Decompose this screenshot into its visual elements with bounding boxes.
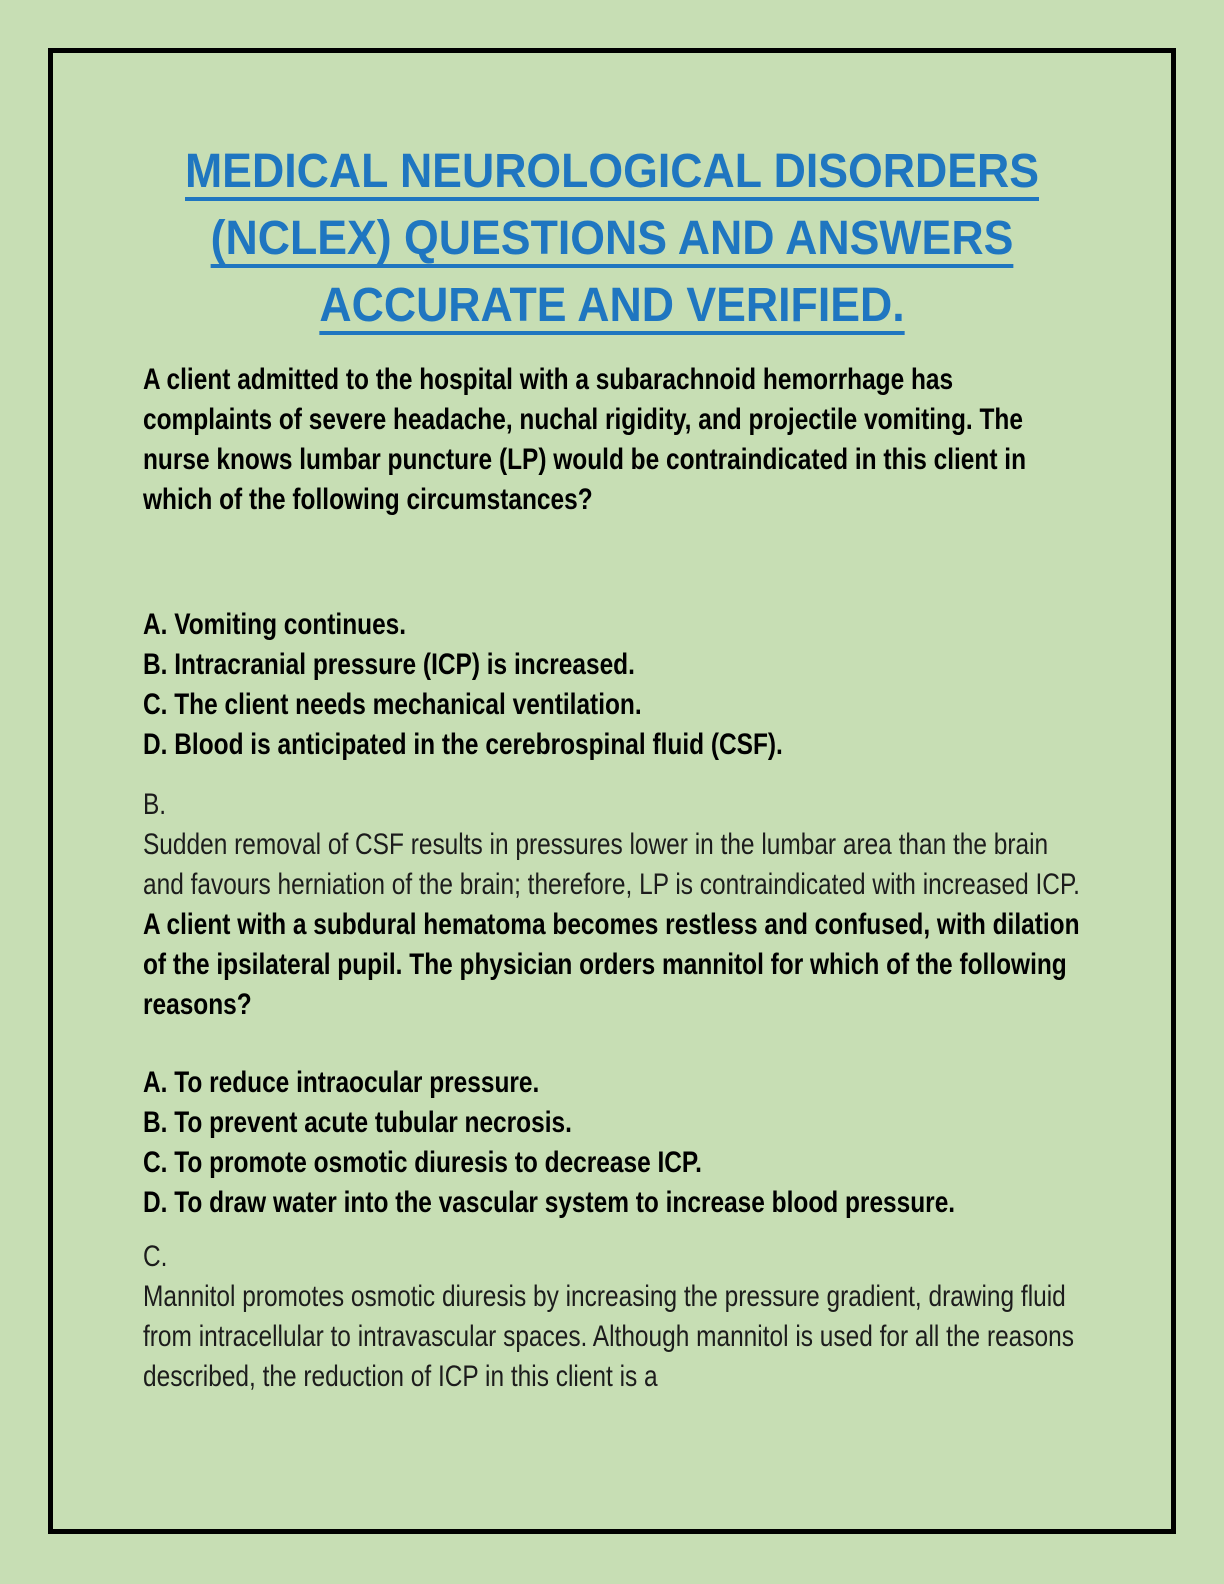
- question-1-answer-rationale: Sudden removal of CSF results in pressures lower in the lumbar area than the brain and favours herniation of the brain; therefore, LP is contraindicated with increased ICP.: [143, 828, 1080, 901]
- question-1-options: [143, 605, 1088, 765]
- title-line-1: MEDICAL NEUROLOGICAL DISORDERS: [184, 145, 1040, 198]
- question-2-option-d: D. To draw water into the vascular system to increase blood pressure.: [143, 1186, 956, 1219]
- question-1-option-b: B. Intracranial pressure (ICP) is increased.: [143, 648, 635, 681]
- question-2-option-b: B. To prevent acute tubular necrosis.: [143, 1106, 572, 1139]
- question-1-option-c: C. The client needs mechanical ventilation.: [143, 688, 642, 721]
- question-2-answer: [143, 1237, 1088, 1397]
- question-1-option-d: D. Blood is anticipated in the cerebrospinal fluid (CSF).: [143, 728, 783, 761]
- question-block-2: [143, 905, 1088, 1397]
- document-body: [143, 360, 1088, 1397]
- question-2-option-a: A. To reduce intraocular pressure.: [143, 1066, 540, 1099]
- question-1-text: A client admitted to the hospital with a subarachnoid hemorrhage has complaints of severe headache, nuchal rigidity, and projectile vomiting. The nurse knows lumbar puncture (LP) would be contraindicated in this client in which of the following circumstances?: [143, 363, 1027, 516]
- question-2-answer-letter: C.: [143, 1240, 168, 1273]
- document-title: [43, 138, 1181, 339]
- title-line-3: ACCURATE AND VERIFIED.: [319, 279, 905, 332]
- question-2-text: A client with a subdural hematoma becomes restless and confused, with dilation of the ipsilateral pupil. The physician orders mannitol for which of the following reasons?: [143, 908, 1080, 1021]
- question-2-answer-rationale: Mannitol promotes osmotic diuresis by increasing the pressure gradient, drawing fluid from intracellular to intravascular spaces. Although mannitol is used for all the reasons described, the reduction of ICP in this client is a: [143, 1280, 1074, 1393]
- question-2-options: [143, 1063, 1088, 1223]
- title-line-2: (NCLEX) QUESTIONS AND ANSWERS: [210, 212, 1014, 265]
- question-block-1: [143, 360, 1088, 905]
- question-1-answer: [143, 785, 1088, 905]
- question-2-option-c: C. To promote osmotic diuresis to decrease ICP.: [143, 1146, 702, 1179]
- question-1-answer-letter: B.: [143, 788, 167, 821]
- question-1-option-a: A. Vomiting continues.: [143, 608, 407, 641]
